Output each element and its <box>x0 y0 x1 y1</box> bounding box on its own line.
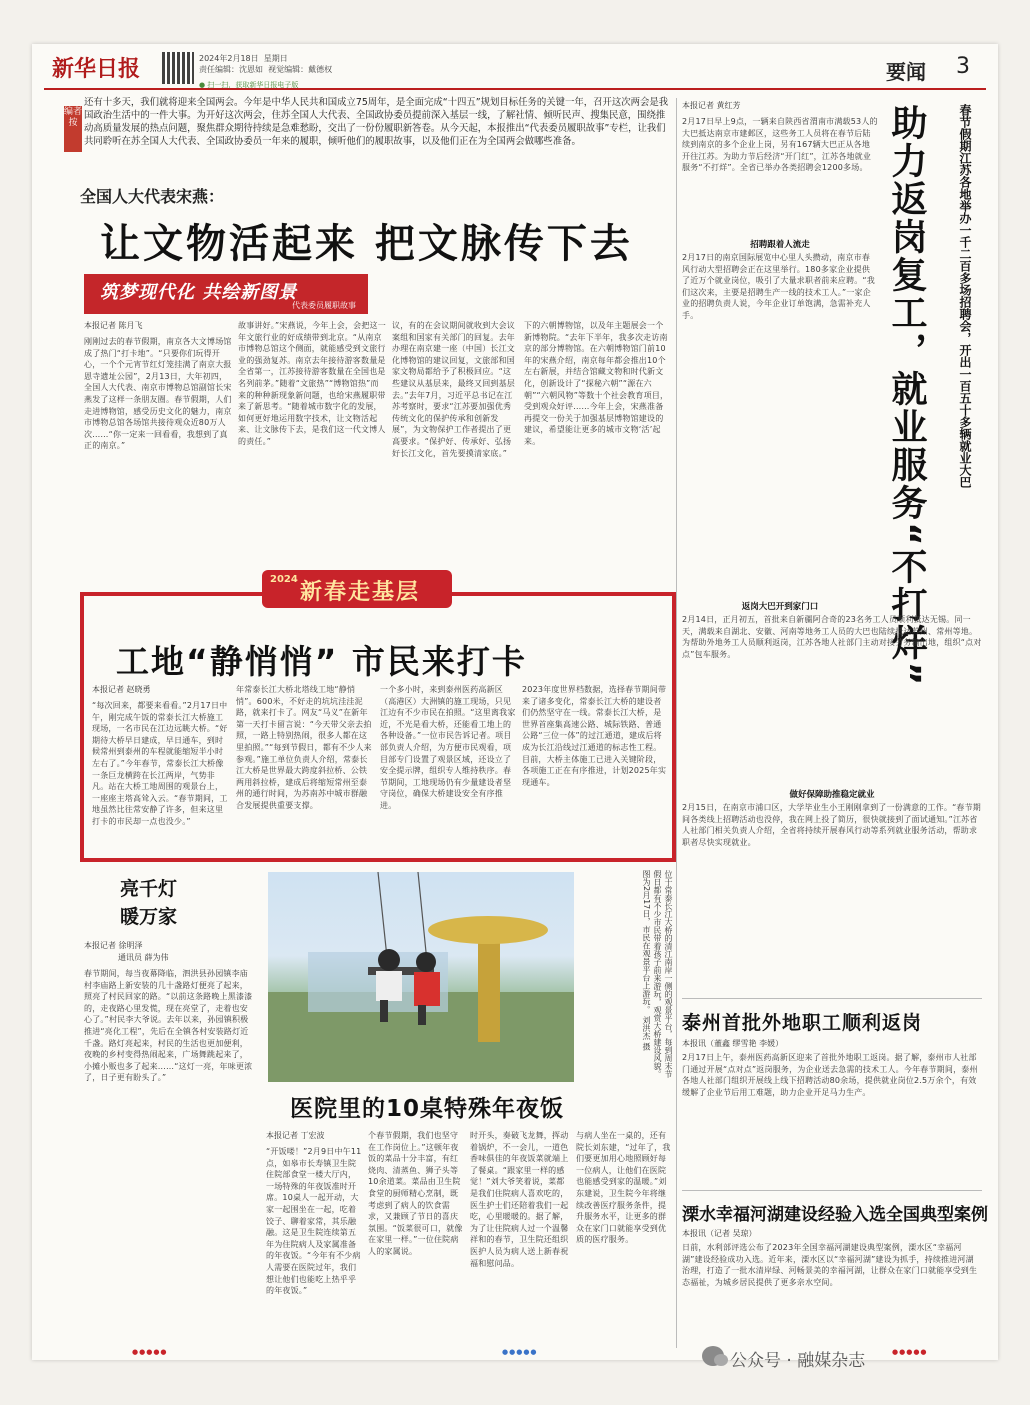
news-photo <box>268 872 574 1082</box>
story1-byline: 本报记者 陈月飞 <box>84 321 143 330</box>
photo-caption: 位于常泰长江大桥的清江南岸一侧的观景平台，每到周末节假日都有不少市民带着孩子前来游玩，观赏大桥建设风貌。图为2月17日，市民在观景平台上游玩。 刘洪杰 摄 <box>642 870 673 1078</box>
tag-title: 新春走基层 <box>300 580 421 605</box>
story2-col3: 一个多小时，来到泰州医药高新区（高港区）大洲镇的施工现场，只见江边有不少市民在拍照。“这里离我家近，不光是看大桥，还能看工地上的各种设备。”一位市民告诉记者。项目部负责人介绍，为方便市民观看，项目部专门设置了观景区域，还设立了安全提示牌，组织专人维持秩序。春节期间，工地现场仍有少量建设者坚守岗位，确保大桥建设安全有序推进。 <box>380 685 516 810</box>
section-divider <box>682 998 982 999</box>
story6-byline: 本报讯（记者 吴琼） <box>682 1229 757 1238</box>
story1-headline: 让文物活起来 把文脉传下去 <box>100 221 633 267</box>
story1-col2: 故事讲好。”宋燕说，今年上会，会把这一年文旅行业的好成绩带到北京。“从南京市博物总馆这个侧面，就能感受到文旅行业的强劲复苏。南京去年接待游客数量是全省第一，江苏接待游客数量在全国也是名列前茅。”随着“文旅热”“博物馆热”而来的种种新现象新问题，也给宋燕履职带来了新思考。“随着城市数字化的发展，如何更好地运用数字技术，让文物活起来、让文脉传下去，是我们这一代文博人的责任。” <box>238 321 386 446</box>
footer-dots: ●●●●● <box>502 1348 538 1356</box>
story4-col4: 与病人坐在一桌的，还有院长刘东建，“过年了，我们要更加用心地照顾好每一位病人，让他们在医院也能感受到家的温暖。”刘东建说，卫生院今年将继续改善医疗服务条件，提升服务水平，让更多的群众在家门口就能享受到优质的医疗服务。 <box>576 1131 671 1245</box>
qr-code-icon <box>162 52 194 84</box>
story2-byline: 本报记者 赵晓勇 <box>92 685 151 694</box>
story3-headline-line1: 亮千灯 <box>120 878 178 900</box>
story4-col2: 个春节假期，我们也坚守在工作岗位上。”这顿年夜饭的菜品十分丰富，有红烧肉、清蒸鱼、狮子头等10余道菜。菜品由卫生院食堂的厨师精心烹制，既考虑到了病人的饮食需求，又兼顾了节日的喜庆氛围。“饭菜很可口，就像在家里一样。”一位住院病人的家属说。 <box>368 1131 463 1256</box>
scan-hint: ● 扫一扫，获取新华日报电子版 <box>199 81 299 89</box>
side-story-kicker: 春节假期江苏各地举办一千二百多场招聘会，开出一百五十多辆就业大巴 <box>958 104 972 488</box>
page-number: 3 <box>956 54 970 79</box>
story3-headline-line2: 暖万家 <box>120 906 178 928</box>
story2-col4: 2023年度世界档数据，选择春节期间带来了诸多变化，常泰长江大桥的建设者们仍然坚守在一线。常泰长江大桥，是世界首座集高速公路、城际铁路、普通公路“三位一体”的过江通道，建成后将成为长江沿线过江通道的标志性工程。目前，大桥主体施工已进入关键阶段，各项施工正在有序推进，计划2025年实现通车。 <box>522 685 667 787</box>
watermark: 公众号 · 融媒杂志 <box>730 1351 866 1371</box>
side-story-p4: 2月15日，在南京市浦口区，大学毕业生小王刚刚拿到了一份满意的工作。“春节期间各类线上招聘活动也没停，我在网上投了简历，很快就接到了面试通知。”江苏省人社部门相关负责人介绍，全省将持续开展春风行动等系列就业服务活动，帮助求职者尽快实现就业。 <box>682 803 982 847</box>
side-story-byline: 本报记者 黄红芳 <box>682 101 741 110</box>
story5-headline: 泰州首批外地职工顺利返岗 <box>682 1012 923 1034</box>
side-story-subhead1: 招聘跟着人流走 <box>750 240 810 250</box>
section-title: 要闻 <box>886 60 926 84</box>
story5-text: 2月17日上午，泰州医药高新区迎来了首批外地职工返岗。据了解，泰州市人社部门通过开展“点对点”返岗服务，为企业送去急需的技术工人。今年春节期间，泰州各地人社部门组织开展线上线下招聘活动80余场，提供就业岗位2.5万余个，有效缓解了企业节后用工难题，助力企业开足马力生产。 <box>682 1053 978 1097</box>
story4-col1: “开饭喽！”2月9日中午11点，如皋市长寿镇卫生院住院部食堂一楼大厅内，一场特殊的年夜饭准时开席。10桌人一起开动，大家一起围坐在一起，吃着饺子、聊着家常，其乐融融。这是卫生院连续第五年为住院病人及家属准备的年夜饭。“今年有不少病人需要在医院过年，我们想让他们也能吃上热乎乎的年夜饭。” <box>266 1147 362 1296</box>
newspaper-page <box>32 44 998 1360</box>
footer-dots: ●●●●● <box>132 1348 168 1356</box>
story2-col1: “每次回来，都要来看看。”2月17日中午，刚完成午饭的常泰长江大桥施工现场，一名市民在江边远眺大桥。“好期待大桥早日建成，早日通车，到时候常州到泰州的车程就能缩短半小时左右了。”今年春节，常泰长江大桥像一条巨龙横跨在长江两岸，气势非凡。站在大桥工地周围的观景台上，一座座主塔高耸入云。“春节期间，工地虽然比往常安静了许多，但来这里打卡的市民却一点也没少。” <box>92 701 228 826</box>
story2-headline: 工地“静悄悄” 市民来打卡 <box>116 642 527 681</box>
story3-byline: 本报记者 徐明泽 <box>84 941 143 950</box>
banner-title: 筑梦现代化 共绘新图景 <box>100 282 298 303</box>
masthead <box>44 50 986 90</box>
banner-subtitle: 代表委员履职故事 <box>292 301 356 310</box>
newspaper-logo: 新华日报 <box>52 56 141 82</box>
story5-byline: 本报讯（董鑫 缪雪艳 李媛） <box>682 1039 784 1048</box>
story3-text: 春节期间，每当夜幕降临，泗洪县孙园镇李庙村李庙路上新安装的几十盏路灯便亮了起来，照亮了村民回家的路。“以前这条路晚上黑漆漆的，走夜路心里发慌，现在亮堂了，走着也安心了。”村民李大爷说。去年以来，孙园镇积极推进“亮化工程”，先后在全镇各村安装路灯近千盏。路灯亮起来，村民的生活也更加便利，夜晚的乡村变得热闹起来，广场舞跳起来了，小摊小贩也多了起来……“这灯一亮，年味更浓了，日子更有盼头了。” <box>84 969 253 1083</box>
side-story-p3: 2月14日，正月初五，首批来自新疆阿合奇的23名务工人员顺利抵达无锡。同一天，满载来自湖北、安徽、河南等地务工人员的大巴也陆续抵达苏州、常州等地。为帮助外地务工人员顺利返岗，江苏各地人社部门主动对接劳务输出地，组织“点对点”包车服务。 <box>682 615 982 659</box>
story1-col3: 议，有的在会议期间就收到大会议案组和国家有关部门的回复。去年办理在南京建一座（中国）长江文化博物馆的建议回复，文旅部和国家文物局都给予了积极回应。“这些建议从基层来，最终又回到基层去。”去年7月，习近平总书记在江苏考察时，要求“江苏要加强优秀传统文化的保护传承和创新发展”，为文物保护工作者提出了更高要求。“保护好、传承好、弘扬好长江文化，首先要摸清家底。” <box>392 321 515 458</box>
editor-note-text: 还有十多天，我们就将迎来全国两会。今年是中华人民共和国成立75周年，是全面完成“十四五”规划目标任务的关键一年，召开这次两会是我国政治生活中的一件大事。为开好这次两会，住苏全国人大代表、全国政协委员提前深入基层一线，了解社情、倾听民声、搜集民意，围绕推动高质量发展的热点问题，聚焦群众期待持续是急难愁盼，交出了一份份履职新答卷。从今天起，本报推出“代表委员履职故事”专栏，让我们共同聆听在苏全国人大代表、全国政协委员一年来的履职，倾听他们的履职故事，以及他们正在为全国两会做哪些准备。 <box>84 97 669 147</box>
section-divider <box>682 1190 982 1191</box>
footer-dots: ●●●●● <box>892 1348 928 1356</box>
story1-col4: 下的六朝博物馆，以及年主题展会一个新博物院。“去年下半年，我多次走访南京的部分博物馆。在六朝博物馆门前10年的宋燕介绍，南京每年都会推出10个左右新展，并结合馆藏文物和时代新文化，创新设计了“探秘六朝”“源在六朝”“六朝风物”等数十个社会教育项目，受到观众好评……今年上会，宋燕准备再提交一份关于加强基层博物馆建设的建议，希望能让更多的城市文物‘活’起来。 <box>524 321 669 446</box>
story6-text: 日前，水利部评选公布了2023年全国幸福河湖建设典型案例，溧水区“幸福河湖”建设经验成功入选。近年来，溧水区以“幸福河湖”建设为抓手，持续推进河湖治理，打造了一批水清岸绿、河畅景美的幸福河湖，让群众在家门口就能享受到生态福祉，为城乡居民提供了更多亲水空间。 <box>682 1243 978 1287</box>
editor-note-tag: 编者按 <box>64 106 82 152</box>
side-story-subhead2: 返岗大巴开到家门口 <box>741 602 819 612</box>
story1-col1: 刚刚过去的春节假期，南京各大文博场馆成了热门“打卡地”。“只要你们玩得开心，一个个元宵节红灯笼挂满了南京大报恩寺遗址公园”，2月13日，大年初四，全国人大代表、南京市博物总馆副馆长宋燕发了这样一条朋友圈。春节假期，人们走进博物馆，感受历史文化的魅力，南京市博物总馆各场馆共接待观众近80万人次……“你一定来一回看看，我想到了真正的南京。” <box>84 337 232 451</box>
column-divider <box>676 98 677 1348</box>
story4-col3: 时开头，奏破飞龙舞，挥动着锅炉，不一会儿，一道色香味俱佳的年夜饭菜就端上了餐桌。“跟家里一样的感觉！”刘大爷笑着说，菜都是我们住院病人喜欢吃的，医生护士们还陪着我们一起吃，心里暖暖的。据了解，为了让住院病人过一个温馨祥和的春节，卫生院还组织医护人员为病人送上新春祝福和慰问品。 <box>470 1131 569 1268</box>
side-story-subhead3: 做好保障助推稳定就业 <box>789 790 875 800</box>
photo-illustration <box>268 872 574 1082</box>
side-story-p1: 2月17日早上9点，一辆来自陕西省渭南市满载53人的大巴抵达南京市建邺区，这些务工人员将在春节后陆续到南京的多个企业上岗，另有167辆大巴正从各地开往江苏。为助力节后经济“开门红”，江苏各地就业服务“不打烊”。全省已举办各类招聘会1200多场。 <box>682 117 878 173</box>
story3-byline2: 通讯员 薛为伟 <box>118 953 169 962</box>
story6-headline: 溧水幸福河湖建设经验入选全国典型案例 <box>682 1205 988 1225</box>
column-banner <box>84 274 368 314</box>
dateline: 2024年2月18日 星期日 责任编辑：沈恩如 视觉编辑：戴德权 <box>199 54 333 74</box>
column-tag <box>262 570 452 608</box>
tag-year: 2024 <box>270 574 298 585</box>
wechat-icon <box>702 1346 724 1366</box>
story1-kicker: 全国人大代表宋燕： <box>80 187 225 206</box>
story4-byline: 本报记者 丁宏波 <box>266 1131 325 1140</box>
story2-col2: 年常泰长江大桥北塔线工地“静悄悄”。600米，不好走的坑坑洼洼泥路，就来打卡了。网友“马义”在新年第一天打卡留言说：“今天带父亲去拍照，一路上特别热闹，很多人都在这里拍照。”“每到节假日，都有不少人来参观。”施工单位负责人介绍，常泰长江大桥是世界最大跨度斜拉桥、公铁两用斜拉桥，建成后将缩短常州至泰州的通行时间，为苏南苏中城市群融合发展提供重要支撑。 <box>236 685 372 810</box>
story4-headline: 医院里的10桌特殊年夜饭 <box>290 1096 565 1122</box>
side-story-p2: 2月17日的南京国际展览中心里人头攒动，南京市春风行动大型招聘会正在这里举行。180多家企业提供了近万个就业岗位，吸引了大量求职者前来应聘。“我们这次来，主要是招聘生产一线的技术工人。”一家企业的招聘负责人说，今年企业订单饱满，急需补充人手。 <box>682 253 875 320</box>
side-story-headline: 助力返岗复工，就业服务“不打烊” <box>886 104 927 688</box>
